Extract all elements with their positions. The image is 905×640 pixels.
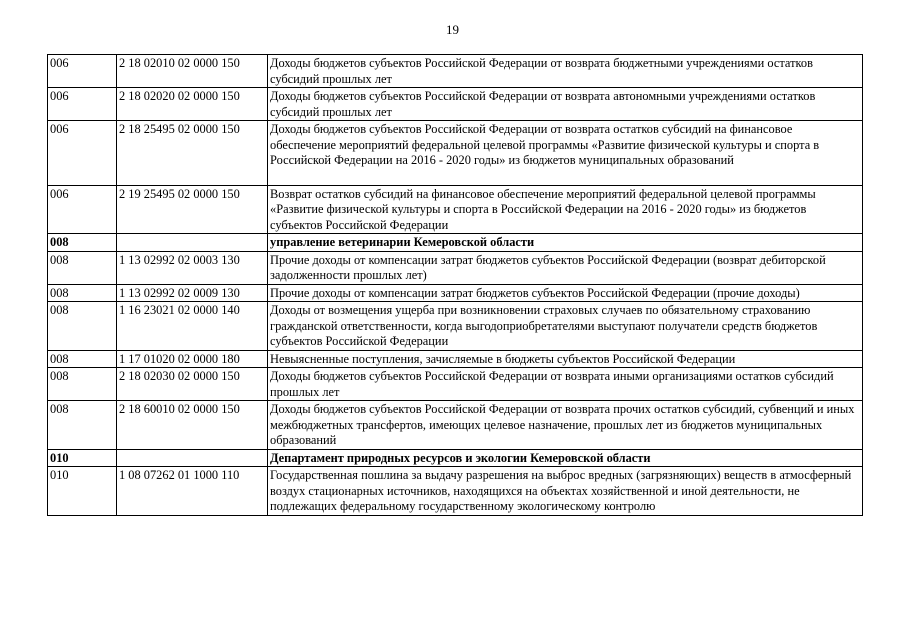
admin-code-cell: 008 [48, 368, 117, 401]
administrator-header-row [48, 234, 863, 252]
administrator-name-cell: управление ветеринарии Кемеровской области [268, 234, 863, 252]
administrator-name-cell: Департамент природных ресурсов и экологии Кемеровской области [268, 449, 863, 467]
admin-code-cell: 008 [48, 350, 117, 368]
revenue-name-cell: Доходы бюджетов субъектов Российской Федерации от возврата иными организациями остатков субсидий прошлых лет [268, 368, 863, 401]
table-row [48, 251, 863, 284]
budget-classification-code-cell: 2 19 25495 02 0000 150 [117, 185, 268, 234]
revenue-name-cell: Доходы от возмещения ущерба при возникновении страховых случаев по обязательному страхованию гражданской ответственности, когда выгодоприобретателями выступают получатели средств бюджетов субъектов Российской Федерации [268, 302, 863, 351]
admin-code-cell: 008 [48, 284, 117, 302]
admin-code-cell: 010 [48, 467, 117, 516]
budget-revenue-table [47, 54, 863, 516]
revenue-name-cell: Доходы бюджетов субъектов Российской Федерации от возврата прочих остатков субсидий, субвенций и иных межбюджетных трансфертов, имеющих целевое назначение, прошлых лет из бюджетов муниципальных образований [268, 401, 863, 450]
admin-code-cell: 006 [48, 55, 117, 88]
budget-classification-code-cell: 1 08 07262 01 1000 110 [117, 467, 268, 516]
admin-code-cell: 006 [48, 185, 117, 234]
table-row [48, 121, 863, 186]
table-row [48, 302, 863, 351]
revenue-name-cell: Прочие доходы от компенсации затрат бюджетов субъектов Российской Федерации (прочие доходы) [268, 284, 863, 302]
page-number: 19 [446, 22, 459, 37]
table-row [48, 467, 863, 516]
revenue-name-cell: Доходы бюджетов субъектов Российской Федерации от возврата бюджетными учреждениями остатков субсидий прошлых лет [268, 55, 863, 88]
admin-code-cell: 008 [48, 251, 117, 284]
revenue-name-cell: Доходы бюджетов субъектов Российской Федерации от возврата остатков субсидий на финансовое обеспечение мероприятий федеральной целевой программы «Развитие физической культуры и спорта в Российской Федерации на 2016 - 2020 годы» из бюджетов муниципальных образований [268, 121, 863, 186]
budget-classification-code-cell: 2 18 02020 02 0000 150 [117, 88, 268, 121]
table-row [48, 350, 863, 368]
admin-code-cell: 006 [48, 88, 117, 121]
admin-code-cell: 010 [48, 449, 117, 467]
admin-code-cell: 006 [48, 121, 117, 186]
revenue-name-cell: Прочие доходы от компенсации затрат бюджетов субъектов Российской Федерации (возврат дебиторской задолженности прошлых лет) [268, 251, 863, 284]
budget-classification-code-cell: 1 16 23021 02 0000 140 [117, 302, 268, 351]
revenue-name-cell: Государственная пошлина за выдачу разрешения на выброс вредных (загрязняющих) веществ в атмосферный воздух стационарных источников, находящихся на объектах хозяйственной и иной деятельности, не подлежащих федеральному государственному экологическому контролю [268, 467, 863, 516]
table-row [48, 401, 863, 450]
table-row [48, 55, 863, 88]
budget-classification-code-cell: 2 18 60010 02 0000 150 [117, 401, 268, 450]
admin-code-cell: 008 [48, 401, 117, 450]
revenue-name-cell: Невыясненные поступления, зачисляемые в бюджеты субъектов Российской Федерации [268, 350, 863, 368]
table-row [48, 284, 863, 302]
budget-classification-code-cell: 1 13 02992 02 0003 130 [117, 251, 268, 284]
budget-classification-code-cell: 1 13 02992 02 0009 130 [117, 284, 268, 302]
table-row [48, 368, 863, 401]
admin-code-cell: 008 [48, 302, 117, 351]
budget-classification-code-cell: 2 18 02010 02 0000 150 [117, 55, 268, 88]
table-row [48, 88, 863, 121]
budget-classification-code-cell: 2 18 25495 02 0000 150 [117, 121, 268, 186]
budget-classification-code-cell: 1 17 01020 02 0000 180 [117, 350, 268, 368]
revenue-name-cell: Доходы бюджетов субъектов Российской Федерации от возврата автономными учреждениями остатков субсидий прошлых лет [268, 88, 863, 121]
budget-classification-code-cell: 2 18 02030 02 0000 150 [117, 368, 268, 401]
admin-code-cell: 008 [48, 234, 117, 252]
budget-classification-code-cell [117, 449, 268, 467]
budget-classification-code-cell [117, 234, 268, 252]
administrator-header-row [48, 449, 863, 467]
table-row [48, 185, 863, 234]
revenue-name-cell: Возврат остатков субсидий на финансовое обеспечение мероприятий федеральной целевой программы «Развитие физической культуры и спорта в Российской Федерации на 2016 - 2020 годы» из бюджетов субъектов Российской Федерации [268, 185, 863, 234]
